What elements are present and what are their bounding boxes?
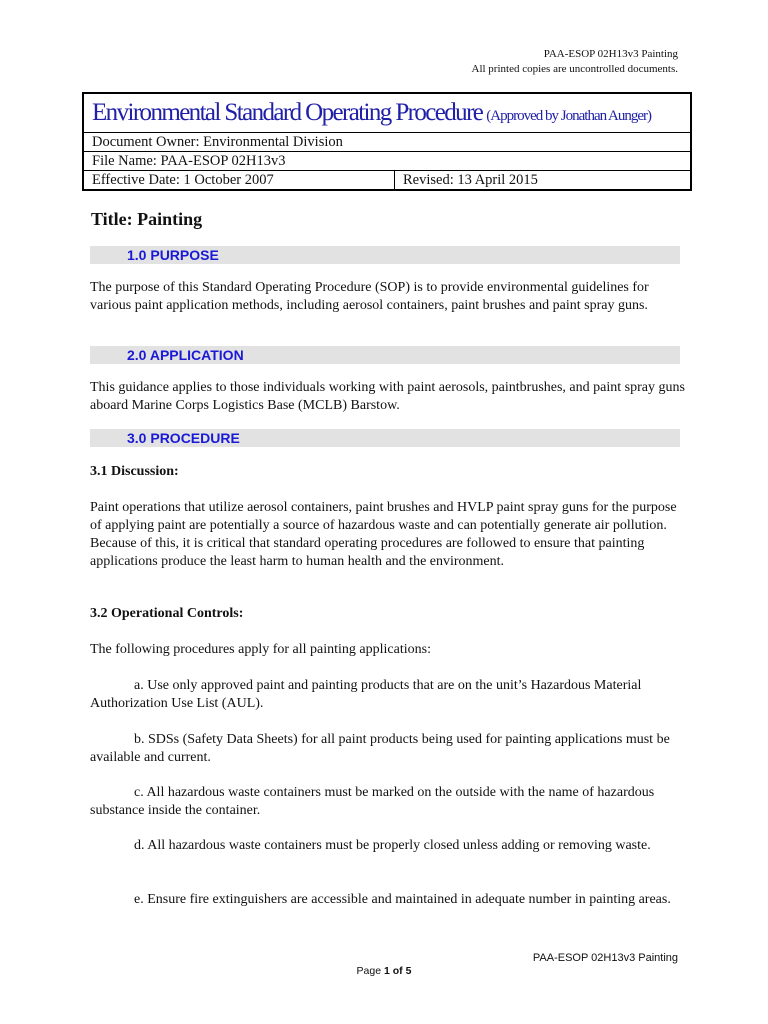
purpose-paragraph: The purpose of this Standard Operating Procedure (SOP) is to provide environmental guidelines for various paint application methods, including aerosol containers, paint brushes and paint spray guns. [90, 280, 649, 313]
document-header-box [82, 92, 692, 191]
title-value: Painting [137, 209, 203, 229]
header-note-line1: PAA-ESOP 02H13v3 Painting [543, 48, 678, 60]
control-item-b: b. SDSs (Safety Data Sheets) for all paint products being used for painting applications must be available and current. [90, 732, 670, 765]
approval-note: (Approved by Jonathan Aunger) [486, 107, 652, 124]
effective-date: Effective Date: 1 October 2007 [84, 171, 395, 189]
page-prefix: Page [356, 965, 382, 977]
dates-row [84, 171, 690, 189]
operational-controls-intro: The following procedures apply for all painting applications: [90, 642, 431, 657]
header-note-line2: All printed copies are uncontrolled documents. [471, 63, 678, 75]
section-purpose-heading: 1.0 PURPOSE [127, 247, 219, 263]
file-name: File Name: PAA-ESOP 02H13v3 [84, 152, 690, 171]
control-item-a: a. Use only approved paint and painting products that are on the unit’s Hazardous Material Authorization Use List (AUL). [90, 678, 642, 711]
page-current: 1 [384, 965, 390, 977]
operational-controls-heading: 3.2 Operational Controls: [90, 606, 244, 621]
revised-date: Revised: 13 April 2015 [403, 172, 538, 188]
document-owner: Document Owner: Environmental Division [84, 133, 690, 152]
footer-doc-ref: PAA-ESOP 02H13v3 Painting [532, 952, 678, 964]
document-type-title: Environmental Standard Operating Procedure [92, 99, 483, 126]
application-paragraph: This guidance applies to those individuals working with paint aerosols, paintbrushes, and paint spray guns aboard Marine Corps Logistics Base (MCLB) Barstow. [90, 380, 685, 413]
section-purpose-bar [90, 246, 680, 264]
header-title-row [84, 94, 690, 133]
page-of: of [392, 965, 403, 977]
section-procedure-heading: 3.0 PROCEDURE [127, 430, 240, 446]
document-title [91, 209, 202, 230]
control-item-c: c. All hazardous waste containers must be marked on the outside with the name of hazardous substance inside the container. [90, 785, 655, 818]
discussion-paragraph: Paint operations that utilize aerosol containers, paint brushes and HVLP paint spray guns for the purpose of applying paint are potentially a source of hazardous waste and can potentially generate air pollution. Because of this, it is critical that standard operating procedures are followed to ensure that painting applications produce the least harm to human health and the environment. [90, 500, 677, 569]
footer-page-number [0, 965, 768, 977]
control-item-d: d. All hazardous waste containers must be properly closed unless adding or removing waste. [134, 838, 651, 853]
header-note [472, 47, 679, 77]
discussion-heading: 3.1 Discussion: [90, 464, 179, 479]
title-label: Title: [91, 209, 133, 229]
control-item-e: e. Ensure fire extinguishers are accessible and maintained in adequate number in painting areas. [134, 892, 671, 907]
section-procedure-bar [90, 429, 680, 447]
section-application-heading: 2.0 APPLICATION [127, 347, 244, 363]
section-application-bar [90, 346, 680, 364]
page-total: 5 [405, 965, 412, 977]
